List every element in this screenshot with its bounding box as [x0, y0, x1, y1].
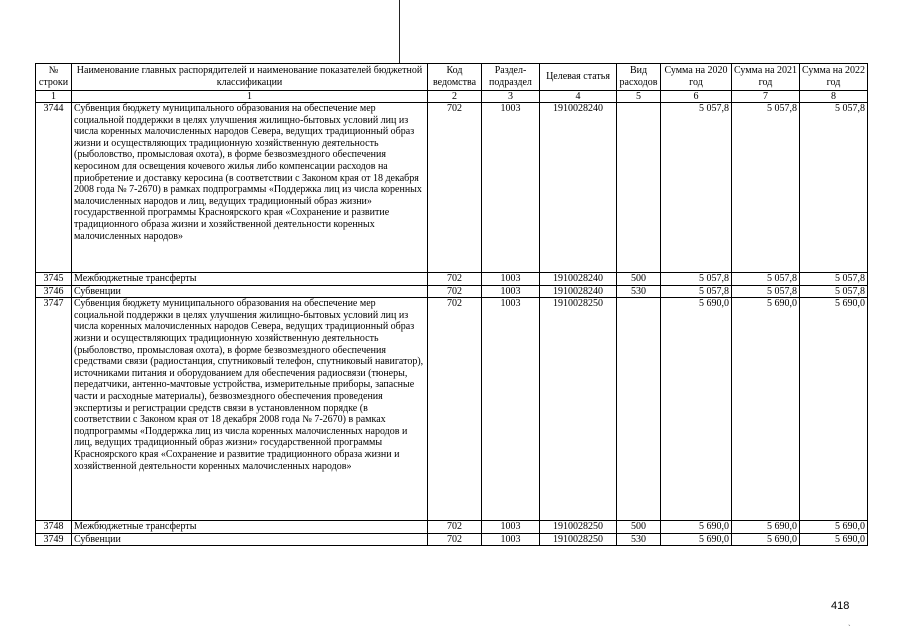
row-sum-2022: 5 057,8 [800, 273, 868, 286]
row-number: 3747 [36, 298, 72, 521]
row-expense-type [617, 298, 661, 521]
row-sum-2020: 5 057,8 [661, 273, 732, 286]
row-name: Субвенции [72, 285, 428, 298]
page-fold-line [399, 0, 400, 64]
header-name: Наименование главных распорядителей и наименование показателей бюджетной классификации [72, 64, 428, 91]
row-number: 3745 [36, 273, 72, 286]
row-name: Межбюджетные трансферты [72, 521, 428, 534]
row-number: 3744 [36, 103, 72, 273]
table-row [36, 298, 868, 521]
row-name: Межбюджетные трансферты [72, 273, 428, 286]
table-header-row [36, 64, 868, 91]
column-number: 3 [482, 91, 540, 103]
header-target-article: Целевая статья [540, 64, 617, 91]
table-row [36, 285, 868, 298]
row-sum-2022: 5 057,8 [800, 103, 868, 273]
row-sum-2020: 5 690,0 [661, 298, 732, 521]
row-sum-2021: 5 057,8 [732, 285, 800, 298]
budget-table [35, 63, 868, 546]
row-sum-2022: 5 057,8 [800, 285, 868, 298]
row-sum-2021: 5 690,0 [732, 298, 800, 521]
column-number: 4 [540, 91, 617, 103]
header-department-code: Код ведомства [428, 64, 482, 91]
row-section: 1003 [482, 533, 540, 546]
column-number-row [36, 91, 868, 103]
row-department-code: 702 [428, 285, 482, 298]
row-section: 1003 [482, 285, 540, 298]
column-number: 1 [72, 91, 428, 103]
row-target-article: 1910028240 [540, 273, 617, 286]
row-section: 1003 [482, 273, 540, 286]
column-number: 2 [428, 91, 482, 103]
table-row [36, 103, 868, 273]
row-name: Субвенция бюджету муниципального образования на обеспечение мер социальной поддержки в целях улучшения жилищно-бытовых условий лиц из числа коренных малочисленных народов Севера, ведущих традиционный образ жизни и осуществляющих традиционную хозяйственную деятельность (рыболовство, промысловая охота), в форме безвозмездного обеспечения средствами связи (радиостанция, спутниковый телефон, спутниковый навигатор), источниками питания и оборудованием для обеспечения радиосвязи (тюнеры, передатчики, антенно-мачтовые устройства, измерительные приборы, запасные части и расходные материалы), безвозмездного обеспечения проведения экспертизы и регистрации средств связи в установленном порядке (в соответствии с Законом края от 18 декабря 2008 года № 7-2670) в рамках подпрограммы «Поддержка лиц из числа коренных малочисленных народов и лиц, ведущих традиционный образ жизни» государственной программы Красноярского края «Сохранение и развитие традиционного образа жизни и хозяйственной деятельности коренных малочисленных народов» [72, 298, 428, 521]
row-target-article: 1910028250 [540, 521, 617, 534]
row-expense-type [617, 103, 661, 273]
row-sum-2021: 5 057,8 [732, 273, 800, 286]
table-row [36, 533, 868, 546]
page-number: 418 [831, 600, 850, 612]
header-expense-type: Вид расходов [617, 64, 661, 91]
row-expense-type: 530 [617, 285, 661, 298]
row-number: 3749 [36, 533, 72, 546]
column-number: 5 [617, 91, 661, 103]
row-department-code: 702 [428, 273, 482, 286]
header-row-number: № строки [36, 64, 72, 91]
row-target-article: 1910028240 [540, 285, 617, 298]
row-sum-2020: 5 690,0 [661, 521, 732, 534]
row-department-code: 702 [428, 533, 482, 546]
row-target-article: 1910028250 [540, 298, 617, 521]
row-sum-2021: 5 057,8 [732, 103, 800, 273]
corner-mark: ` [848, 624, 851, 633]
row-sum-2020: 5 057,8 [661, 103, 732, 273]
column-number: 8 [800, 91, 868, 103]
row-section: 1003 [482, 298, 540, 521]
header-sum-2021: Сумма на 2021 год [732, 64, 800, 91]
row-number: 3746 [36, 285, 72, 298]
row-target-article: 1910028240 [540, 103, 617, 273]
row-name: Субвенция бюджету муниципального образования на обеспечение мер социальной поддержки в целях улучшения жилищно-бытовых условий лиц из числа коренных малочисленных народов Севера, ведущих традиционный образ жизни и осуществляющих традиционную хозяйственную деятельность (рыболовство, промысловая охота), в форме безвозмездного обеспечения керосином для освещения кочевого жилья либо компенсации расходов на приобретение и доставку керосина (в соответствии с Законом края от 18 декабря 2008 года № 7-2670) в рамках подпрограммы «Поддержка лиц из числа коренных малочисленных народов и лиц, ведущих традиционный образ жизни» государственной программы Красноярского края «Сохранение и развитие традиционного образа жизни и хозяйственной деятельности коренных малочисленных народов» [72, 103, 428, 273]
row-expense-type: 500 [617, 521, 661, 534]
header-sum-2020: Сумма на 2020 год [661, 64, 732, 91]
table-row [36, 521, 868, 534]
row-number: 3748 [36, 521, 72, 534]
row-expense-type: 500 [617, 273, 661, 286]
table-row [36, 273, 868, 286]
row-expense-type: 530 [617, 533, 661, 546]
row-sum-2021: 5 690,0 [732, 533, 800, 546]
row-section: 1003 [482, 521, 540, 534]
row-target-article: 1910028250 [540, 533, 617, 546]
row-department-code: 702 [428, 521, 482, 534]
row-department-code: 702 [428, 103, 482, 273]
column-number: 1 [36, 91, 72, 103]
row-sum-2020: 5 690,0 [661, 533, 732, 546]
row-sum-2022: 5 690,0 [800, 533, 868, 546]
row-section: 1003 [482, 103, 540, 273]
row-department-code: 702 [428, 298, 482, 521]
row-sum-2022: 5 690,0 [800, 298, 868, 521]
row-sum-2021: 5 690,0 [732, 521, 800, 534]
header-sum-2022: Сумма на 2022 год [800, 64, 868, 91]
row-sum-2020: 5 057,8 [661, 285, 732, 298]
header-section: Раздел-подраздел [482, 64, 540, 91]
column-number: 6 [661, 91, 732, 103]
column-number: 7 [732, 91, 800, 103]
row-sum-2022: 5 690,0 [800, 521, 868, 534]
row-name: Субвенции [72, 533, 428, 546]
